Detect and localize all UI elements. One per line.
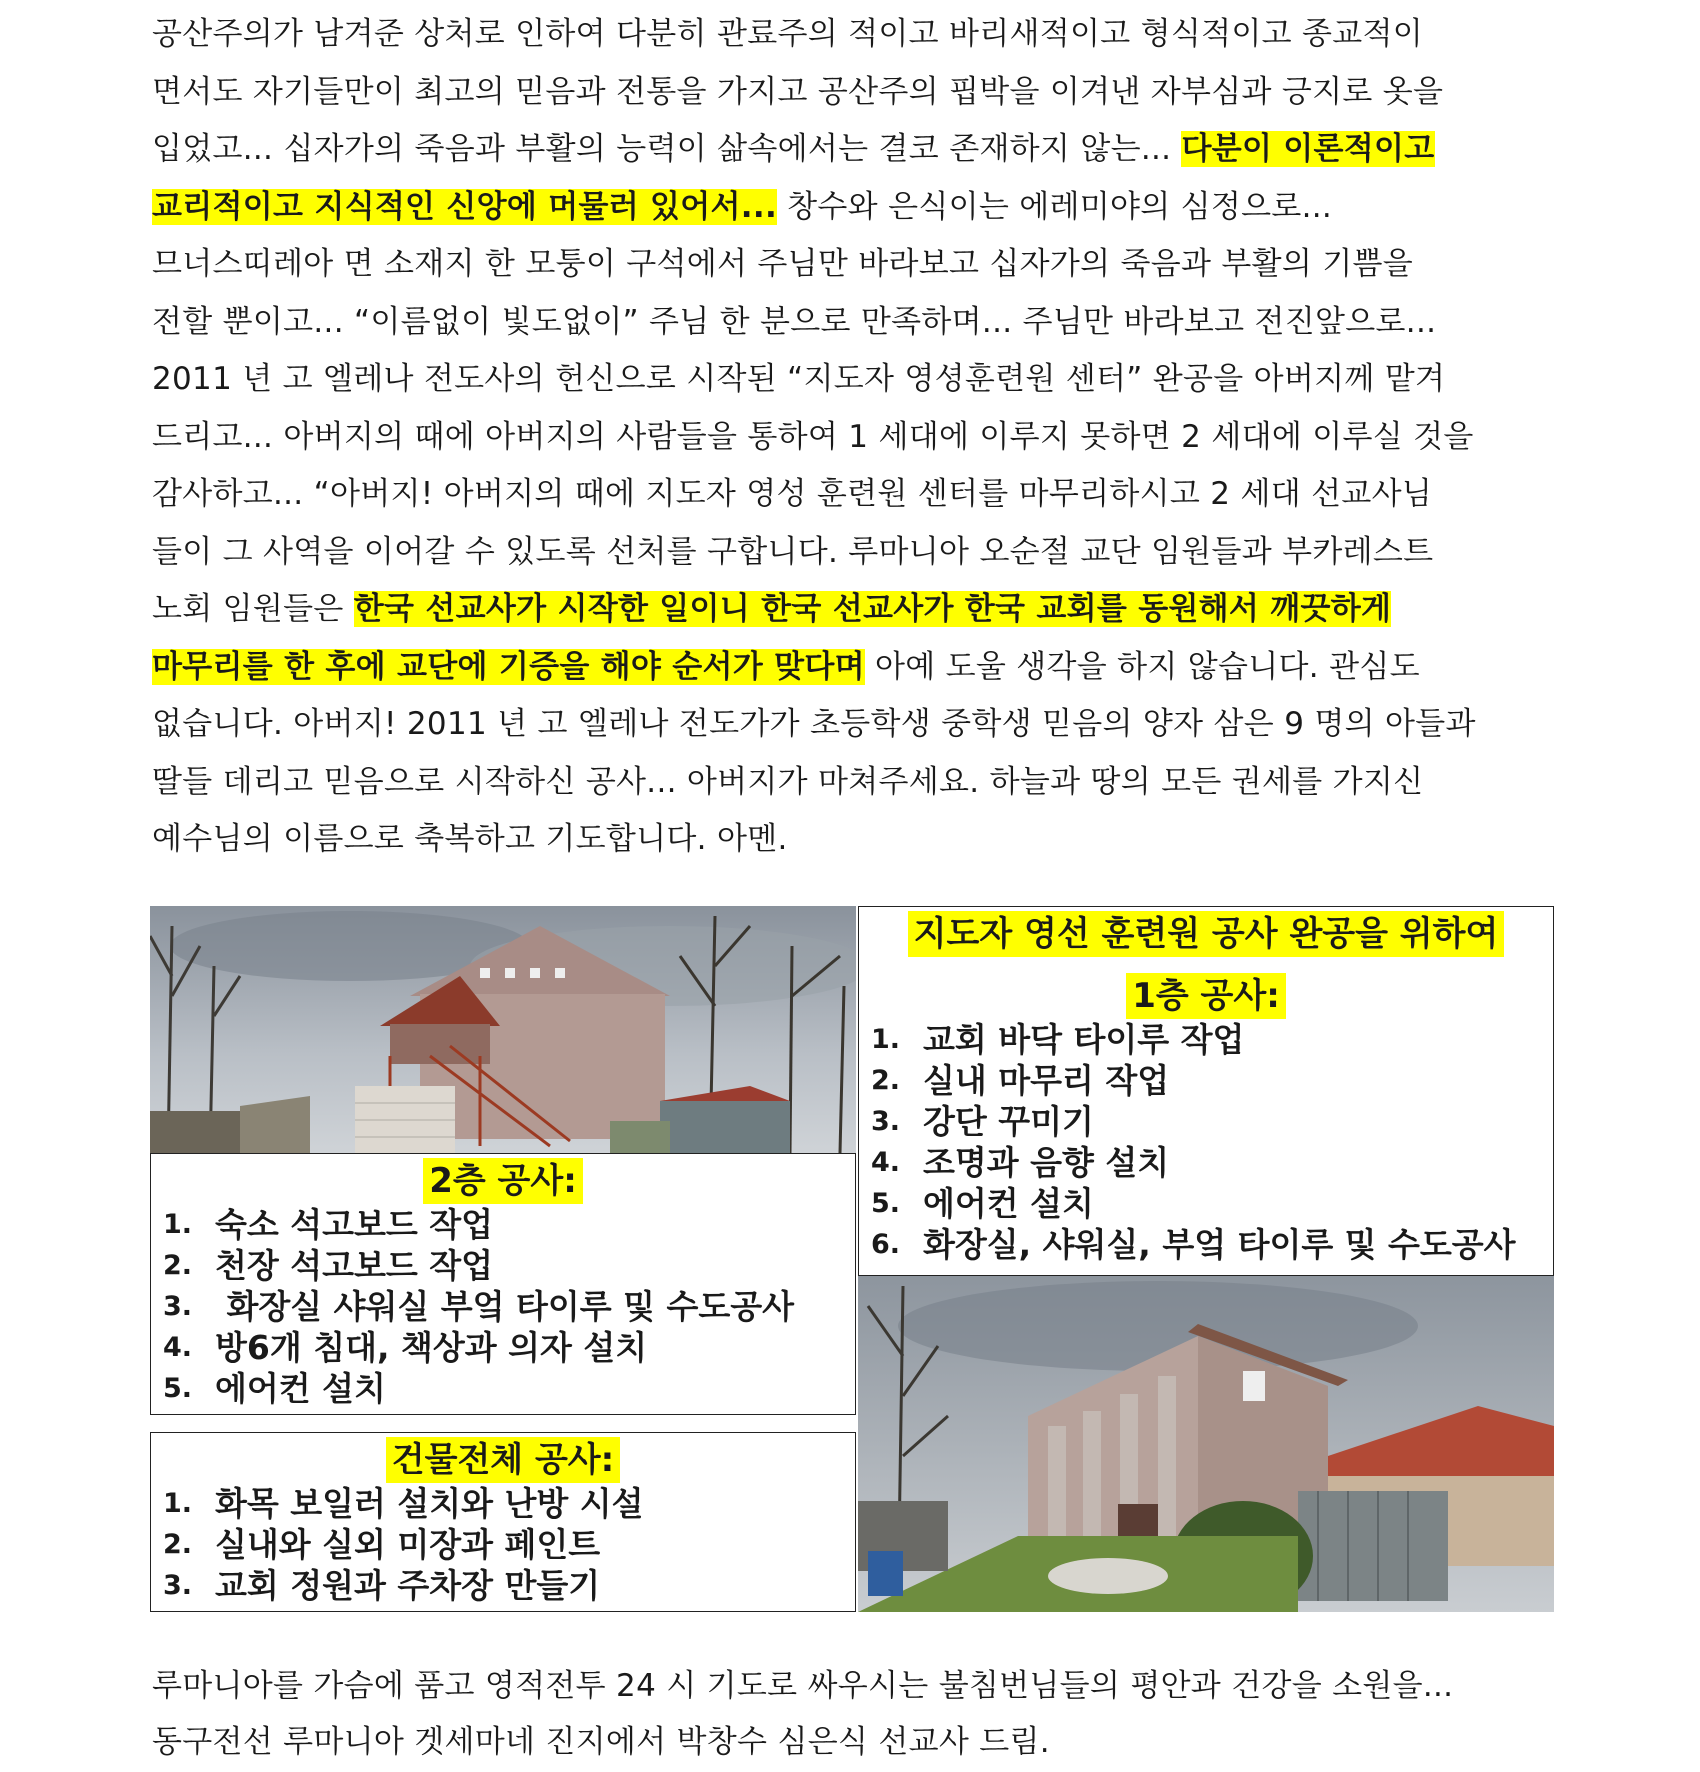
list-item: 1. 교회 바닥 타이루 작업 (871, 1020, 1245, 1059)
footer-text: 루마니아를 가슴에 품고 영적전투 24 시 기도로 싸우시는 불침번님들의 평안과 건강을 소원을... 동구전선 루마니아 겟세마네 진지에서 박창수 심은식 선교사 드림. (152, 1668, 1454, 1760)
paragraph-text-1: 공산주의가 남겨준 상처로 인하여 다분히 관료주의 적이고 바리새적이고 형식적이고 종교적이 면서도 자기들만이 최고의 믿음과 전통을 가지고 공산주의 핍박을 이겨낸 자부심과 긍지로 옷을 입었고... 십자가의 죽음과 부활의 능력이 삶속에서는 결코 존재하지 않는... (152, 16, 1444, 167)
whole-building-heading: 건물전체 공사: (386, 1437, 621, 1483)
list-item: 3. 교회 정원과 주차장 만들기 (163, 1566, 601, 1605)
whole-building-task-box (150, 1432, 856, 1612)
highlighted-text-1: 다분이 이론적이고 교리적이고 지식적인 신앙에 머물러 있어서... (152, 131, 1435, 225)
whole-building-task-list (151, 1483, 855, 1606)
paragraph-text-3: 아예 도울 생각을 하지 않습니다. 관심도 없습니다. 아버지! 2011 년 고 엘레나 전도가가 초등학생 중학생 믿음의 양자 삼은 9 명의 아들과 딸들 데리고 믿음으로 시작하신 공사... 아버지가 마쳐주세요. 하늘과 땅의 모든 권세를 가지신 예수님의 이름으로 축복하고 기도합니다. 아멘. (152, 648, 1476, 857)
building-photo-side (858, 1276, 1554, 1612)
floor1-heading: 1층 공사: (1126, 973, 1286, 1019)
floor1-task-list (859, 1019, 1553, 1265)
floor2-heading: 2층 공사: (423, 1158, 583, 1204)
list-item: 4. 방6개 침대, 책상과 의자 설치 (163, 1328, 648, 1367)
list-item: 3. 화장실 샤워실 부엌 타이루 및 수도공사 (163, 1287, 794, 1326)
building-photo-staircase (150, 906, 856, 1153)
floor2-task-list (151, 1204, 855, 1409)
list-item: 2. 실내와 실외 미장과 페인트 (163, 1525, 601, 1564)
list-item: 5. 에어컨 설치 (163, 1369, 386, 1408)
highlighted-text-2: 한국 선교사가 시작한 일이니 한국 선교사가 한국 교회를 동원해서 깨끗하게 마무리를 한 후에 교단에 기증을 해야 순서가 맞다며 (152, 591, 1392, 685)
list-item: 6. 화장실, 샤워실, 부엌 타이루 및 수도공사 (871, 1225, 1516, 1264)
list-item: 3. 강단 꾸미기 (871, 1102, 1094, 1141)
list-item: 1. 숙소 석고보드 작업 (163, 1205, 494, 1244)
list-item: 4. 조명과 음향 설치 (871, 1143, 1170, 1182)
project-title: 지도자 영선 훈련원 공사 완공을 위하여 (908, 911, 1505, 957)
paragraph-text-2: 창수와 은식이는 에레미야의 심정으로... 므너스띠레아 면 소재지 한 모퉁이 구석에서 주님만 바라보고 십자가의 죽음과 부활의 기쁨을 전할 뿐이고... “이름없이 빛도없이” 주님 한 분으로 만족하며... 주님만 바라보고 전진앞으로... 2011 년 고 엘레나 전도사의 헌신으로 시작된 “지도자 영셩훈련원 센터” 완공을 아버지께 맡겨 드리고... 아버지의 때에 아버지의 사람들을 통하여 1 세대에 이루지 못하면 2 세대에 이루실 것을 감사하고... “아버지! 아버지의 때에 지도자 영성 훈련원 센터를 마무리하시고 2 세대 선교사님 들이 그 사역을 이어갈 수 있도록 선처를 구합니다. 루마니아 오순절 교단 임원들과 부카레스트 노회 임원들은 (152, 188, 1474, 627)
body-paragraph (152, 6, 1552, 869)
list-item: 2. 실내 마무리 작업 (871, 1061, 1170, 1100)
floor1-task-box (858, 906, 1554, 1276)
list-item: 1. 화목 보일러 설치와 난방 시설 (163, 1484, 644, 1523)
floor2-task-box (150, 1153, 856, 1415)
list-item: 5. 에어컨 설치 (871, 1184, 1094, 1223)
list-item: 2. 천장 석고보드 작업 (163, 1246, 494, 1285)
